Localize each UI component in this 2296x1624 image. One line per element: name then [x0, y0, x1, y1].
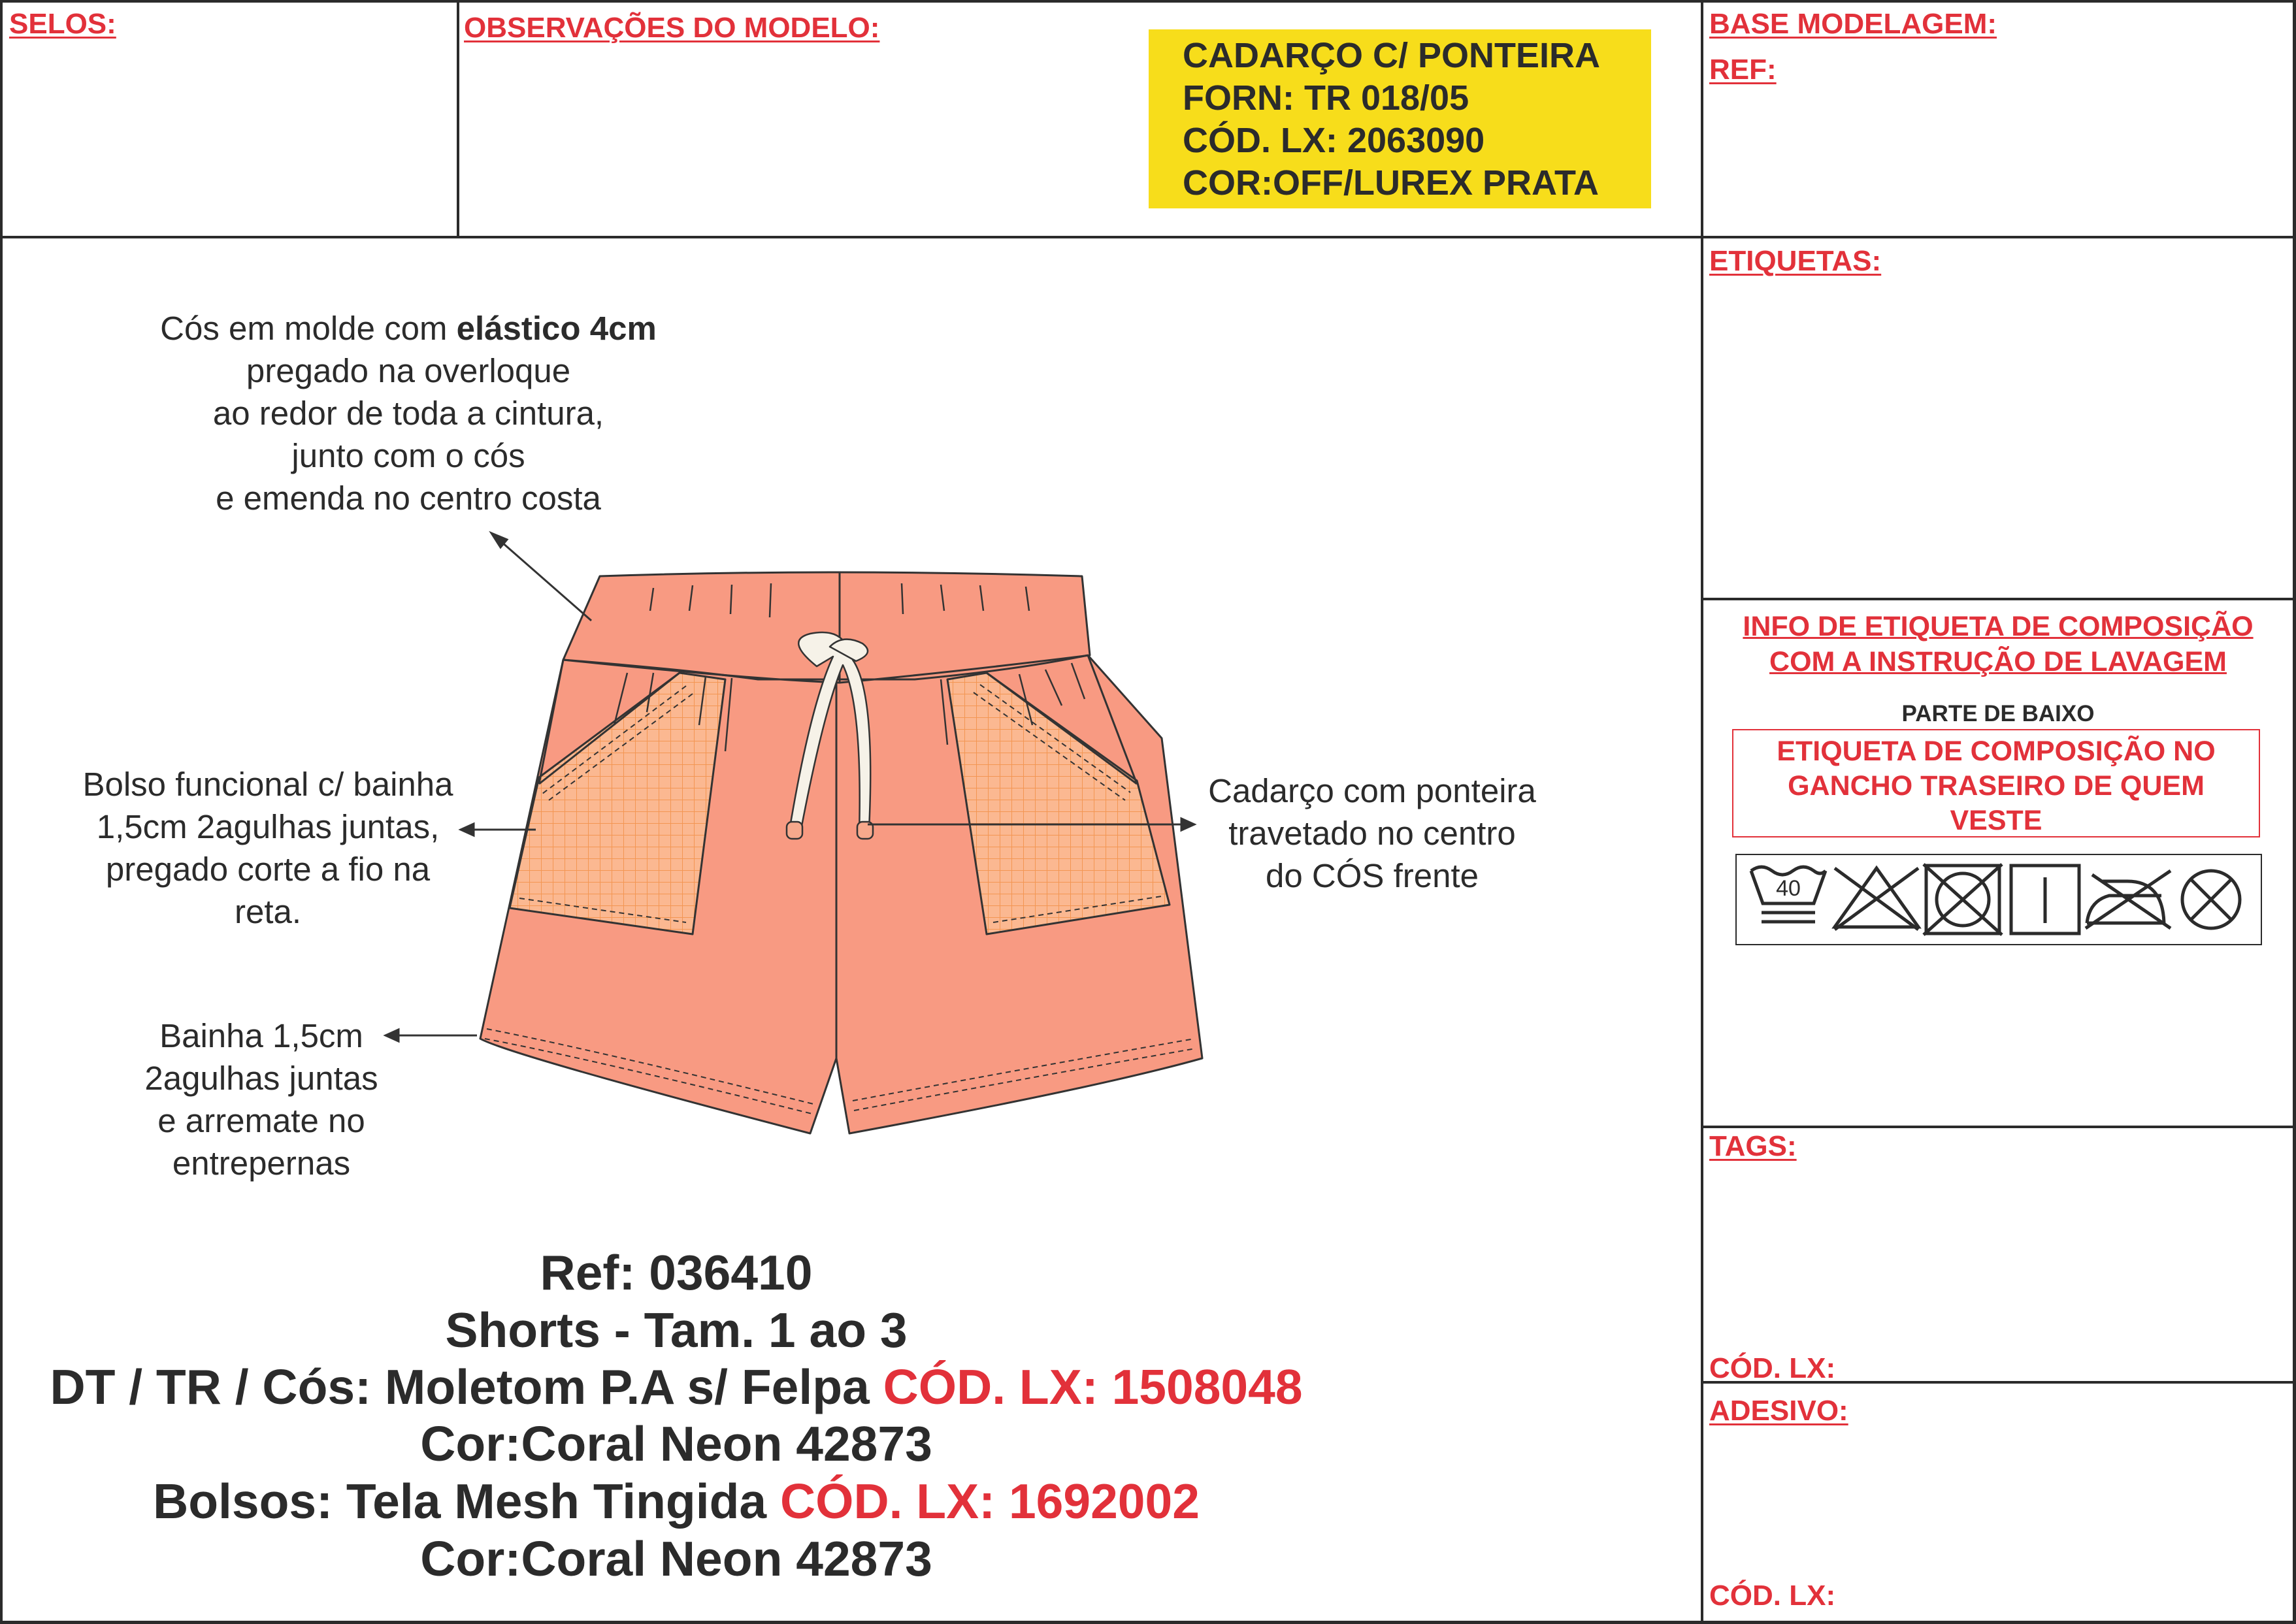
fabric-code: CÓD. LX: 1508048 — [883, 1359, 1303, 1414]
hem-note-line: entrepernas — [172, 1145, 351, 1182]
base-modelagem-label: BASE MODELAGEM: — [1709, 8, 1997, 40]
drawstring-note-line: travetado no centro — [1228, 815, 1516, 852]
line-dry-icon — [2011, 866, 2079, 934]
selos-label: SELOS: — [9, 8, 116, 40]
pockets-code: CÓD. LX: 1692002 — [779, 1474, 1200, 1529]
waistband-note-line: junto com o cós — [291, 437, 525, 474]
waistband-note-pre: Cós em molde com — [160, 310, 457, 347]
adesivo-cod-label: CÓD. LX: — [1709, 1580, 1836, 1612]
sidebar-row-3 — [1701, 1126, 2296, 1128]
fabric-text: DT / TR / Cós: Moletom P.A s/ Felpa — [50, 1359, 883, 1414]
info-title-line: COM A INSTRUÇÃO DE LAVAGEM — [1769, 646, 2227, 677]
adesivo-label: ADESIVO: — [1709, 1395, 1848, 1427]
waistband-note-line: ao redor de toda a cintura, — [212, 395, 604, 432]
composicao-line: GANCHO TRASEIRO DE QUEM — [1788, 770, 2205, 802]
info-title-line: INFO DE ETIQUETA DE COMPOSIÇÃO — [1743, 611, 2254, 642]
hem-note-line: 2agulhas juntas — [144, 1060, 378, 1097]
ref-label: REF: — [1709, 54, 1777, 86]
lace-line: CÓD. LX: 2063090 — [1183, 121, 1485, 160]
hem-note — [98, 1015, 425, 1184]
lace-line: COR:OFF/LUREX PRATA — [1183, 163, 1599, 203]
product-fabric — [0, 1359, 1526, 1415]
product-color-2: Cor:Coral Neon 42873 — [420, 1531, 932, 1586]
frame-bottom — [0, 1621, 2296, 1624]
product-ref: Ref: 036410 — [540, 1245, 813, 1300]
wash-40-gentle-icon — [1751, 867, 1826, 922]
pocket-note-line: 1,5cm 2agulhas juntas, — [96, 808, 440, 845]
pocket-note-line: reta. — [234, 893, 302, 930]
observacoes-label: OBSERVAÇÕES DO MODELO: — [464, 12, 880, 44]
sidebar-row-2 — [1701, 598, 2296, 600]
waistband-note-line: pregado na overloque — [246, 352, 571, 389]
composicao-line: VESTE — [1950, 805, 2042, 836]
no-tumble-dry-icon — [1924, 864, 2002, 935]
info-etiqueta-title — [1703, 609, 2293, 679]
pocket-note-line: pregado corte a fio na — [105, 851, 431, 888]
pocket-note — [39, 763, 497, 933]
composicao-box — [1732, 729, 2260, 837]
pocket-note-line: Bolso funcional c/ bainha — [82, 766, 453, 803]
tags-cod-label: CÓD. LX: — [1709, 1352, 1836, 1384]
product-color-1: Cor:Coral Neon 42873 — [420, 1416, 932, 1471]
composicao-line: ETIQUETA DE COMPOSIÇÃO NO — [1777, 736, 2216, 767]
parte-de-baixo-label: PARTE DE BAIXO — [1901, 701, 2095, 726]
drawstring-note-line: do CÓS frente — [1266, 857, 1479, 894]
hem-note-line: e arremate no — [157, 1102, 365, 1139]
waistband-note-bold: elástico 4cm — [456, 310, 657, 347]
care-symbols-box — [1735, 854, 2262, 945]
product-name: Shorts - Tam. 1 ao 3 — [445, 1303, 908, 1357]
product-pockets — [0, 1473, 1526, 1529]
waistband-note-line: e emenda no centro costa — [216, 479, 601, 517]
lace-line: FORN: TR 018/05 — [1183, 78, 1469, 118]
waistband-note — [72, 307, 745, 519]
drawstring-note — [1170, 770, 1575, 897]
etiquetas-label: ETIQUETAS: — [1709, 245, 1882, 277]
no-bleach-icon — [1835, 868, 1918, 930]
drawstring-note-line: Cadarço com ponteira — [1208, 772, 1536, 809]
care-symbols — [1737, 855, 2261, 944]
pockets-text: Bolsos: Tela Mesh Tingida — [153, 1474, 780, 1529]
no-dry-clean-icon — [2182, 871, 2240, 928]
no-iron-icon — [2086, 871, 2171, 928]
tags-label: TAGS: — [1709, 1130, 1797, 1162]
hem-note-line: Bainha 1,5cm — [159, 1017, 363, 1054]
lace-line: CADARÇO C/ PONTEIRA — [1183, 36, 1601, 75]
wash-temp: 40 — [1776, 876, 1801, 901]
sidebar-row-1 — [1701, 236, 2296, 238]
